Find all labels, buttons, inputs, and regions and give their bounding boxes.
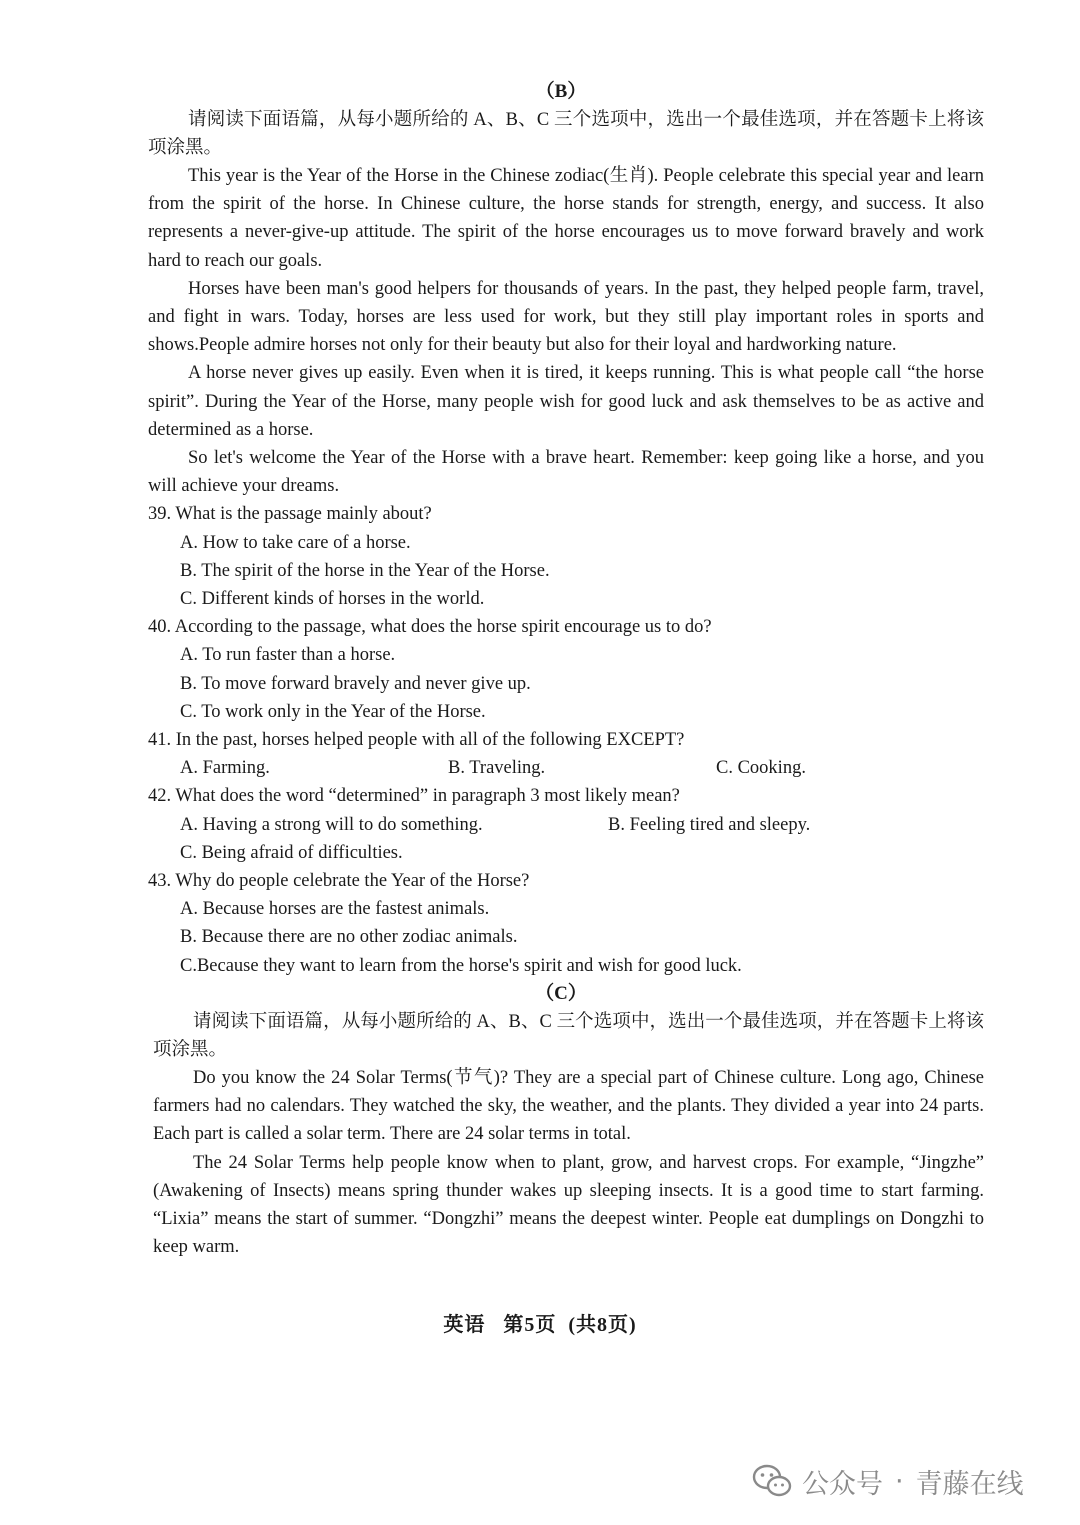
question-39: [148, 500, 984, 613]
footer-subject: 英语: [443, 1314, 486, 1336]
option-b: B. Traveling.: [448, 758, 546, 779]
options-row: [148, 811, 984, 839]
option-c: C. Different kinds of horses in the world.: [180, 589, 485, 610]
wechat-icon: [752, 1464, 792, 1498]
watermark-separator: ·: [895, 1465, 904, 1497]
watermark-label: 公众号: [802, 1468, 883, 1500]
option-b: B. Feeling tired and sleepy.: [608, 814, 811, 835]
exam-page: [148, 78, 984, 1261]
question-stem: 40. According to the passage, what does the horse spirit encourage us to do?: [148, 617, 712, 638]
option-a: A. How to take care of a horse.: [180, 532, 411, 553]
option-a: A. Farming.: [180, 758, 270, 779]
question-41: [148, 726, 984, 782]
section-c-instruction: 请阅读下面语篇，从每小题所给的 A、B、C 三个选项中，选出一个最佳选项，并在答题卡上将该项涂黑。: [153, 1011, 984, 1060]
option-a: A. Because horses are the fastest animals.: [180, 899, 490, 920]
question-43: [148, 867, 984, 980]
option-c: C. To work only in the Year of the Horse.: [180, 701, 486, 722]
option-a: A. To run faster than a horse.: [180, 645, 396, 666]
page-footer: [0, 1308, 1080, 1337]
passage-b-paragraph-1: This year is the Year of the Horse in the Chinese zodiac(生肖). People celebrate this special year and learn from the spirit of the horse. In Chinese culture, the horse stands for strength, energy, and success. It also represents a never-give-up attitude. The spirit of the horse encourages us to move forward bravely and work hard to reach our goals.: [148, 166, 984, 271]
watermark-account: 青藤在线: [915, 1468, 1024, 1500]
option-b: B. Because there are no other zodiac animals.: [180, 927, 518, 948]
question-stem: 42. What does the word “determined” in paragraph 3 most likely mean?: [148, 786, 680, 807]
footer-total-pages: (共8页): [568, 1314, 637, 1336]
section-b-title: （B）: [535, 81, 587, 102]
passage-b-paragraph-2: Horses have been man's good helpers for thousands of years. In the past, they helped people farm, travel, and fight in wars. Today, horses are less used for work, but they still play important roles in sports and shows.People admire horses not only for their beauty but also for their loyal and hardworking nature.: [148, 278, 984, 356]
watermark: [752, 1458, 1024, 1504]
option-c: C. Being afraid of difficulties.: [180, 842, 403, 863]
passage-b-paragraph-3: A horse never gives up easily. Even when it is tired, it keeps running. This is what people call “the horse spirit”. During the Year of the Horse, many people wish for good luck and ask themselves to be as active and determined as a horse.: [148, 363, 984, 440]
option-c: C. Cooking.: [716, 758, 806, 779]
question-40: [148, 613, 984, 726]
options-row: [148, 754, 984, 782]
option-b: B. The spirit of the horse in the Year of the Horse.: [180, 560, 550, 581]
option-c: C.Because they want to learn from the horse's spirit and wish for good luck.: [180, 955, 742, 976]
question-stem: 43. Why do people celebrate the Year of the Horse?: [148, 871, 530, 892]
section-c-body: [148, 1008, 984, 1261]
section-b-instruction: 请阅读下面语篇，从每小题所给的 A、B、C 三个选项中，选出一个最佳选项，并在答题卡上将该项涂黑。: [148, 110, 984, 158]
option-b: B. To move forward bravely and never give up.: [180, 673, 531, 694]
option-a: A. Having a strong will to do something.: [180, 814, 483, 835]
passage-c-paragraph-1: Do you know the 24 Solar Terms(节气)? They are a special part of Chinese culture. Long ago, Chinese farmers had no calendars. They watched the sky, the weather, and the plants. They divided a year into 24 parts. Each part is called a solar term. There are 24 solar terms in total.: [153, 1067, 984, 1145]
passage-b-paragraph-4: So let's welcome the Year of the Horse with a brave heart. Remember: keep going like a horse, and you will achieve your dreams.: [148, 448, 984, 497]
passage-c-paragraph-2: The 24 Solar Terms help people know when to plant, grow, and harvest crops. For example, “Jingzhe” (Awakening of Insects) means spring thunder wakes up sleeping insects. It is a good time to start farming. “Lixia” means the start of summer. “Dongzhi” means the deepest winter. People eat dumplings on Dongzhi to keep warm.: [153, 1152, 984, 1258]
question-42: [148, 782, 984, 867]
footer-page-number: 第5页: [503, 1314, 557, 1336]
section-c-title: （C）: [535, 982, 587, 1004]
question-stem: 39. What is the passage mainly about?: [148, 504, 432, 525]
question-stem: 41. In the past, horses helped people with all of the following EXCEPT?: [148, 730, 685, 751]
